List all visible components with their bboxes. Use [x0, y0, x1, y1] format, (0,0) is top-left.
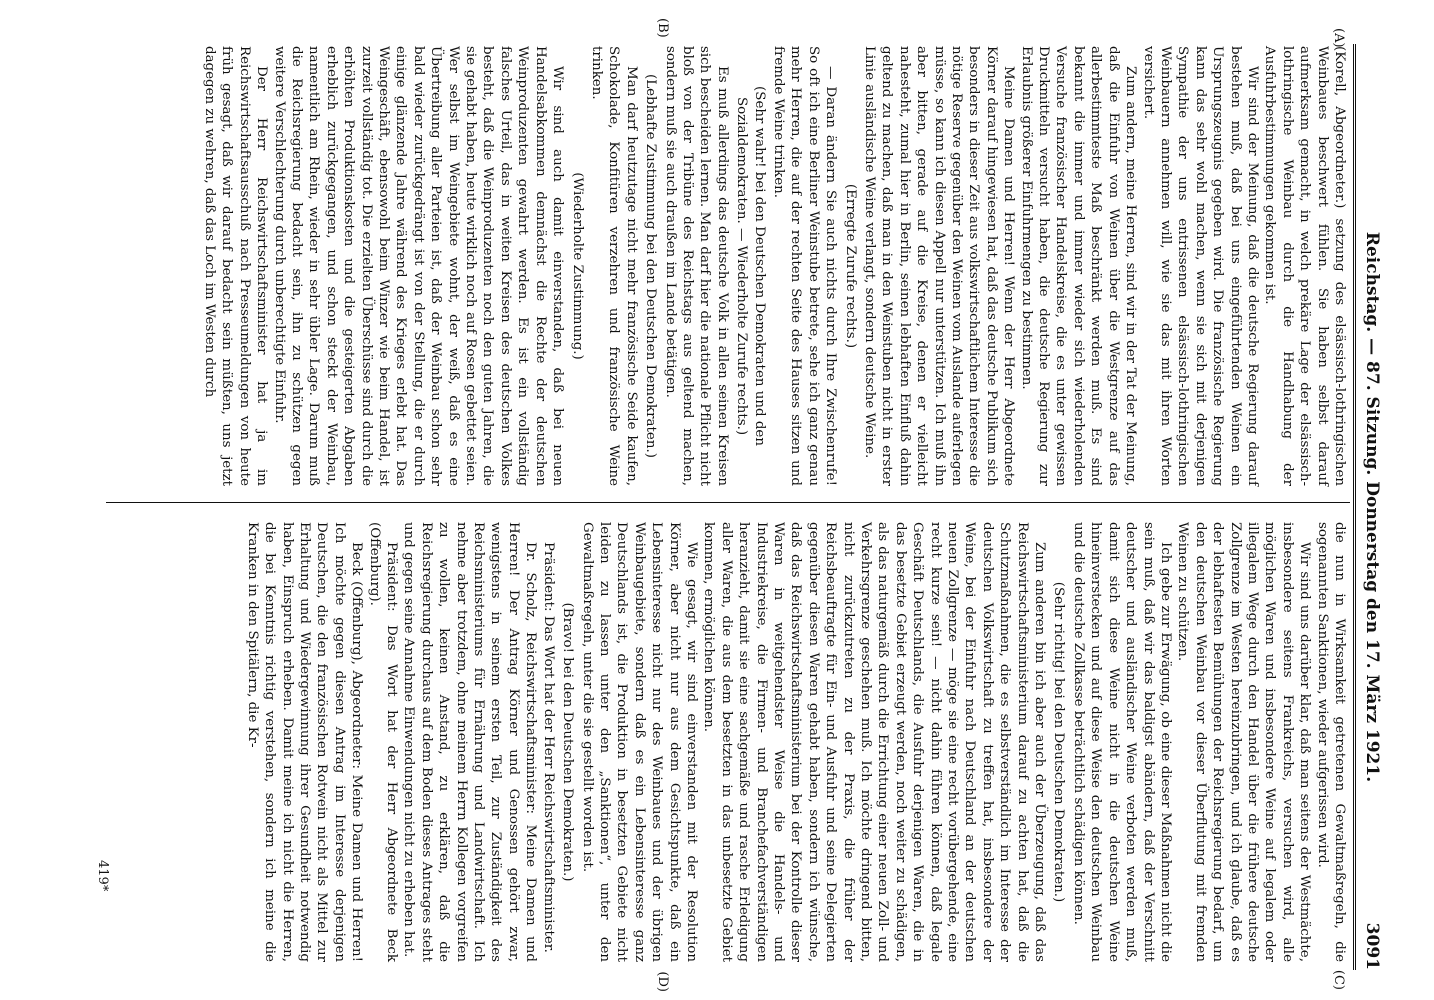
paragraph: Der Herr Reichswirtschaftsminister hat ja im Reichswirtschaftsausschuß nach Presseumeldungen von heute früh gesagt, daß wir darauf bedacht sein müßten, uns jetzt dagegen zu wehren, daß das Loch im Westen durch — [202, 46, 270, 486]
text-column-left — [201, 46, 1348, 486]
paragraph: Präsident: Das Wort hat der Herr Abgeordnete Beck (Offenburg). — [366, 522, 400, 962]
paragraph: Wir sind uns darüber klar, daß man seitens der Westmächte, insbesondere seitens Frankreichs, versuchen wird, alle möglichen Waren und insbesondere Weine auf legalem oder illegalem Wege durch den Handel über die frühere deutsche Zollgrenze im Westen hereinzubringen, und ich glaube, daß es der lebhaftesten Bemühungen der Reichsregierung bedarf, um den deutschen Weinbau vor dieser Überflutung mit fremden Weinen zu schützen. — [1175, 522, 1313, 962]
paragraph: Zum anderen bin ich aber auch der Überzeugung, daß das Reichswirtschaftsministerium darauf zu achten hat, daß die Schutzmaßnahmen, die es selbstverständlich im Interesse der deutschen Volkswirtschaft zu treffen hat, insbesondere der Weine, bei der Einfuhr nach Deutschland an der deutschen neuen Zollgrenze — möge sie eine recht vorübergehende, eine recht kurze sein! — nicht dahin führen können, daß legale Geschäft Deutschlands, die Ausfuhr derjenigen Waren, die in das besetzte Gebiet erzeugt werden, noch weiter zu schädigen, als das naturgemäß durch die Errichtung einer neuen Zoll- und Verkehrsgrenze geschehen muß. Ich möchte dringend bitten, nicht zurückzutreten zu der Praxis, die früher der Reichsbeauftragte für Ein- und Ausfuhr und seine Delegierten gegenüber diesen Waren gehabt haben, sondern ich wünsche, daß das Reichswirtschaftsministerium bei der Kontrolle dieser Waren in weitgehendster Weise die Handels- und Industriekreise, die Firmen- und Branchefachverständigen heranzieht, damit sie eine sachgemäße und rasche Erledigung aller Waren, die aus dem besetzten in das unbesetzte Gebiet kommen, ermöglichen können. — [701, 522, 1048, 962]
stage-direction: (Sehr richtig! bei den Deutschen Demokraten.) — [1051, 581, 1067, 903]
stage-direction: (Wiederholte Zustimmung.) — [569, 172, 585, 360]
page-number: 3091 — [1362, 922, 1382, 970]
header-title: Reichstag. — 87. Sitzung. Donnerstag den 17. März 1921. — [1362, 231, 1382, 783]
paragraph: Zum andern, meine Herren, sind wir in der Tat der Meinung, daß die Einfuhr von Weinen über die Westgrenze auf das allerbestimmteste Maß beschränkt werden muß. Es sind bekannt die immer und immer wieder sich wiederholenden Versuche französischer Handelskreise, die es unter gewissen Druckmitteln versucht haben, die deutsche Regierung zur Erlaubnis größerer Einfuhrmengen zu bestimmen. — [1018, 46, 1139, 486]
stage-direction: (Lebhafte Zustimmung bei den Deutschen Demokraten.) — [643, 74, 659, 458]
printer-signature: 419* — [95, 860, 110, 892]
paragraph: die nun in Wirksamkeit getretenen Gewaltmaßregeln, die sogenannten Sanktionen, wieder aufgerissen wird. — [1314, 522, 1347, 962]
paragraph: Wie gesagt, wir sind einverstanden mit der Resolution Körner, aber nicht nur aus dem Gesichtspunkte, daß ein Lebensinteresse nicht nur des Weinbaues und der übrigen Weinbaugebiete, sondern daß es ein Lebensinteresse ganz Deutschlands ist, die Produktion in besetzten Gebiete nicht leiden zu lassen unter den „Sanktionen“, unter den Gewaltmaßregeln, unter die sie gestellt worden ist. — [579, 522, 699, 962]
margin-mark-b: (B) — [655, 18, 670, 38]
header-rule — [1353, 44, 1356, 970]
paragraph: Präsident: Das Wort hat der Herr Reichswirtschaftsminister. — [540, 542, 556, 953]
paragraph: Wir sind auch damit einverstanden, daß bei neuen Handelsabkommen demnächst die Rechte der deutschen Weinproduzenten gewahrt werden. Es ist ein vollständig falsches Urteil, das in weiten Kreisen des deutschen Volkes besteht, daß die Weinproduzenten noch den guten Jahren, die sie gehabt haben, heute wirklich noch auf Rosen gebettet seien. Wer selbst im Weingebiete wohnt, der weiß, daß es eine Übertreibung aller Parteien ist, daß der Weinbau schon sehr bald wieder zurückgedrängt ist von der Stellung, die er durch einige glänzende Jahre während des Krieges erlebt hat. Das Weingeschäft, ebensowohl beim Winzer wie beim Handel, ist zurzeit vollständig tot. Die erzielten Überschüsse sind durch die erhöhten Produktionskosten und die gesteigerten Abgaben erheblich zurückgegangen, und schon steckt der Weinbau, namentlich am Rhein, wieder in sehr übler Lage. Darum muß die Reichsregierung bedacht sein, ihn zu schützen gegen weitere Verschlechterung durch unberechtigte Einfuhr. — [271, 46, 566, 486]
margin-mark-c: (C) — [1331, 969, 1346, 990]
paragraph: Beck (Offenburg), Abgeordneter: Meine Damen und Herren! Ich möchte gegen diesen Antrag im Interesse derjenigen Deutschen, die den französischen Rotwein nicht als Mittel zur Erhaltung und Wiedergewinnung ihrer Gesundheit notwendig haben, Einspruch erheben. Damit meine ich nicht die Herren, die bei Kenntnis richtig verstehen, sondern ich meine die Kranken in den Spitälern, die Kr- — [244, 522, 365, 962]
stage-direction: (Bravo! bei den Deutschen Demokraten.) — [560, 602, 576, 882]
margin-mark-a: (A) — [1331, 28, 1346, 48]
paragraph: Meine Damen und Herren! Wenn der Herr Abgeordnete Körner darauf hingewiesen hat, daß das deutsche Publikum sich besonders in dieser Zeit aus volkswirtschaftlichem Interesse die nötige Reserve gegenüber den Weinen vom Auslande auferlegen müsse, so kann ich diesen Appell nur unterstützen. Ich muß ihn aber bitten, gerade auf die Kreise, denen er vielleicht nahesteht, zumal hier in Berlin, seinen lebhaften Einfluß dahin geltend zu machen, daß man in den Weinstuben nicht in erster Linie ausländische Weine verlangt, sondern deutsche Weine. — [862, 46, 1017, 486]
paragraph: Man darf heutzutage nicht mehr französische Seide kaufen, Schokolade, Konfitüren verzehren und französische Weine trinken. — [588, 46, 639, 486]
column-divider — [106, 502, 1350, 503]
margin-mark-d: (D) — [655, 971, 670, 992]
paragraph: Es muß allerdings das deutsche Volk in allen seinen Kreisen sich bescheiden lernen. Man darf hier die nationale Pflicht nicht bloß von der Tribüne des Reichstags aus geltend machen, sondern muß sie auch draußen im Lande betätigen. — [662, 46, 730, 486]
paragraph: Ich gebe zur Erwägung, ob eine dieser Maßnahmen nicht die sein muß, daß wir das baldigst abändern, daß der Verschnitt deutscher und ausländischer Weine verboten werden muß, damit sich diese Weine nicht in die deutschen Weine hineinverstecken und auf diese Weise den deutschen Weinbau und die deutsche Zollkasse beträchtlich schädigen können. — [1070, 522, 1173, 962]
paragraph: Dr. Scholz, Reichswirtschaftsminister: Meine Damen und Herren! Der Antrag Körner und Genossen gehört zwar, wenigstens in seinem ersten Teil, zur Zuständigkeit des Reichsministeriums für Ernährung und Landwirtschaft. Ich nehme aber trotzdem, ohne meinem Herrn Kollegen vorgreifen zu wollen, keinen Anstand, zu erklären, daß die Reichsregierung durchaus auf dem Boden dieses Antrages steht und gegen seine Annahme Einwendungen nicht zu erheben hat. — [401, 522, 539, 962]
paragraph: — Daran ändern Sie auch nichts durch Ihre Zwischenrufe! So oft ich eine Berliner Weinstube betrete, sehe ich ganz genau mehr Herren, die auf der rechten Seite des Hauses sitzen und fremde Weine trinken. — [771, 46, 839, 486]
stage-direction: (Erregte Zurufe rechts.) — [842, 183, 858, 349]
stage-direction: (Sehr wahr! bei den Deutschen Demokraten und den Sozialdemokraten. — Wiederholte Zurufe rechts.) — [734, 86, 767, 446]
text-column-right — [243, 522, 1348, 962]
paragraph: Wir sind der Meinung, daß die deutsche Regierung darauf bestehen muß, daß bei uns eingeführtenden Weinen ein Ursprungszeugnis gegeben wird. Die französische Regierung kann das sehr wohl machen, wenn sie sich mit derjenigen Sympathie der uns entrissenen elsässisch-lothringischen Weinbauern annehmen will, wie sie das mit ihren Worten versichert. — [1140, 46, 1260, 486]
running-header — [1358, 44, 1384, 970]
paragraph: (Korell, Abgeordneter.) setzung des elsässisch-lothringischen Weinbaues beschwert fühlen. Sie haben selbst darauf aufmerksam gemacht, in welch prekäre Lage der elsässisch-lothringische Weinbau durch die Handhabung der Ausfuhrbestimmungen gekommen ist. — [1262, 46, 1347, 486]
